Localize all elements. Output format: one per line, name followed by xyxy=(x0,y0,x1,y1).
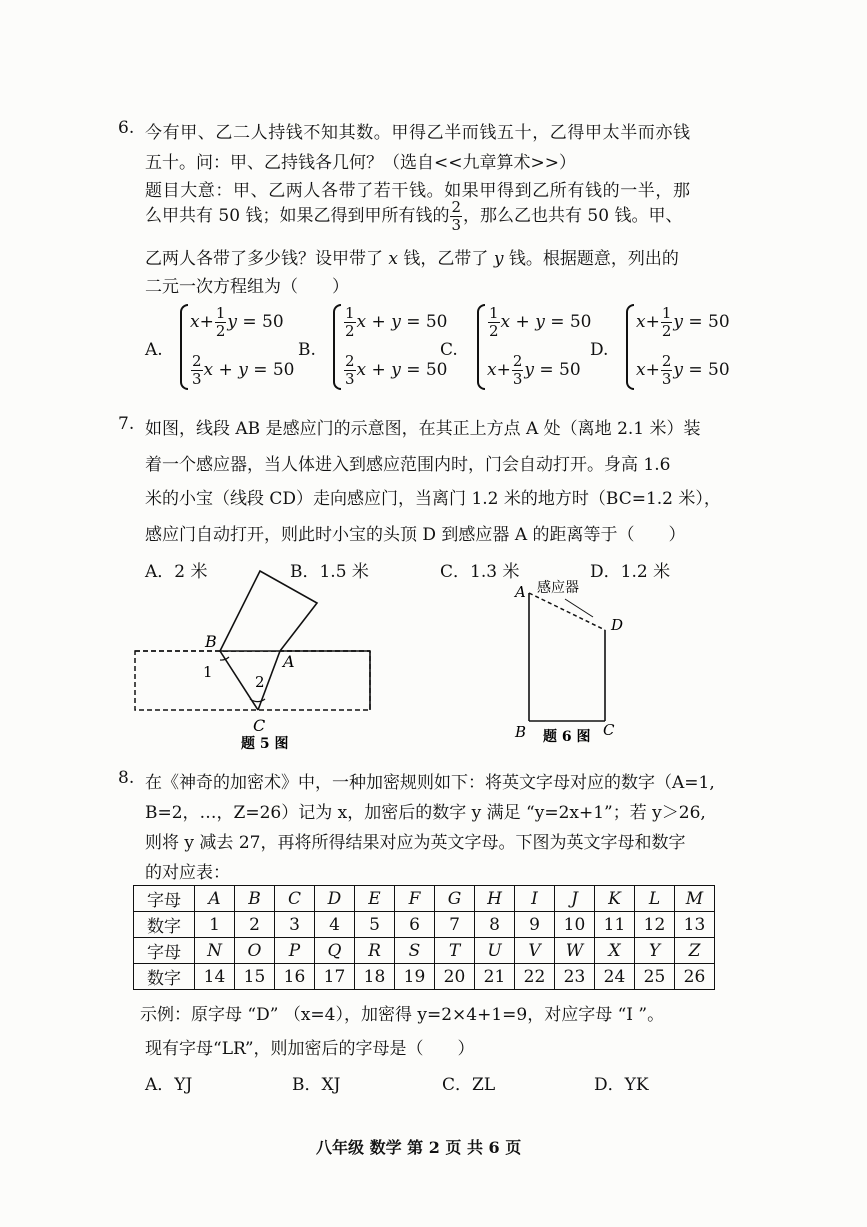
q7-option-b: B．1.5 米 xyxy=(290,562,369,582)
cell: A xyxy=(195,886,235,912)
label-angle-2: 2 xyxy=(255,673,265,691)
cell: E xyxy=(355,886,395,912)
q6-line5-part2: 钱，乙带了 xyxy=(403,249,489,269)
cell: O xyxy=(235,938,275,964)
q6-line4-part1: 么甲共有 50 钱；如果乙得到甲所有钱的 xyxy=(145,206,450,226)
distance-ad xyxy=(529,593,605,630)
q6-option-c-label: C. xyxy=(440,340,458,360)
cell: 12 xyxy=(635,912,675,938)
q7-option-a: A．2 米 xyxy=(145,562,208,582)
label-a: A xyxy=(515,583,526,601)
q6-line3: 题目大意：甲、乙两人各带了若干钱。如果甲得到乙所有钱的一半，那 xyxy=(145,181,691,201)
q8-option-b: B．XJ xyxy=(292,1075,341,1095)
cell: C xyxy=(275,886,315,912)
label-d: D xyxy=(611,616,624,634)
cell: 9 xyxy=(515,912,555,938)
cell: 11 xyxy=(595,912,635,938)
brace xyxy=(333,304,341,390)
figure-5-caption: 题 5 图 xyxy=(241,736,289,752)
cell: 23 xyxy=(555,964,595,990)
q6-line4 xyxy=(145,200,682,233)
q6-line1: 今有甲、乙二人持钱不知其数。甲得乙半而钱五十，乙得甲太半而亦钱 xyxy=(145,123,691,143)
cell: 26 xyxy=(675,964,715,990)
cell: 4 xyxy=(315,912,355,938)
brace xyxy=(626,304,634,390)
q7-line4: 感应门自动打开，则此时小宝的头顶 D 到感应器 A 的距离等于（ ） xyxy=(145,525,686,545)
q8-option-d: D．YK xyxy=(594,1075,649,1095)
cell: N xyxy=(195,938,235,964)
table-row xyxy=(134,886,715,912)
q8-line1: 在《神奇的加密术》中，一种加密规则如下：将英文字母对应的数字（A=1, xyxy=(145,773,715,793)
q8-line2: B=2，…，Z=26）记为 x，加密后的数字 y 满足 “y=2x+1”；若 y＞26, xyxy=(145,803,706,823)
header-number: 数字 xyxy=(134,964,195,990)
label-c: C xyxy=(253,716,266,735)
cell: 14 xyxy=(195,964,235,990)
cell: D xyxy=(315,886,355,912)
q6-option-b-label: B. xyxy=(298,340,316,360)
sensor-label: 感应器 xyxy=(537,580,579,596)
q8-line4: 的对应表： xyxy=(145,863,230,883)
cell: 13 xyxy=(675,912,715,938)
sensor-pointer xyxy=(565,599,593,617)
frac-num: 2 xyxy=(451,198,461,216)
cell: 15 xyxy=(235,964,275,990)
cell: S xyxy=(395,938,435,964)
page-footer: 八年级 数学 第 2 页 共 6 页 xyxy=(316,1138,522,1157)
cell: U xyxy=(475,938,515,964)
q7-number: 7. xyxy=(118,414,135,434)
q7-option-c: C．1.3 米 xyxy=(440,562,520,582)
cell: 19 xyxy=(395,964,435,990)
q6-line5-part1: 乙两人各带了多少钱？设甲带了 xyxy=(145,249,383,269)
letter-number-table xyxy=(133,885,715,990)
cell: 22 xyxy=(515,964,555,990)
table-row xyxy=(134,938,715,964)
label-angle-1: 1 xyxy=(203,663,213,681)
cell: J xyxy=(555,886,595,912)
brace xyxy=(180,304,188,390)
cell: P xyxy=(275,938,315,964)
cell: K xyxy=(595,886,635,912)
frac-den: 3 xyxy=(451,216,461,234)
label-b: B xyxy=(515,723,527,741)
label-a: A xyxy=(283,652,295,671)
cell: 17 xyxy=(315,964,355,990)
cell: G xyxy=(435,886,475,912)
q7-line3: 米的小宝（线段 CD）走向感应门，当离门 1.2 米的地方时（BC=1.2 米）， xyxy=(145,489,721,509)
cell: 7 xyxy=(435,912,475,938)
cell: B xyxy=(235,886,275,912)
q7-option-d: D．1.2 米 xyxy=(590,562,671,582)
cell: 21 xyxy=(475,964,515,990)
cell: 3 xyxy=(275,912,315,938)
cell: L xyxy=(635,886,675,912)
cell: F xyxy=(395,886,435,912)
cell: V xyxy=(515,938,555,964)
q6-option-a-label: A. xyxy=(145,340,163,360)
q6-line4-part2: ，那么乙也共有 50 钱。甲、 xyxy=(463,206,683,226)
cell: Q xyxy=(315,938,355,964)
cell: R xyxy=(355,938,395,964)
cell: T xyxy=(435,938,475,964)
header-letter: 字母 xyxy=(134,886,195,912)
q6-line5-part3: 钱。根据题意，列出的 xyxy=(508,249,679,269)
fraction-two-thirds xyxy=(450,200,462,233)
figure-5 xyxy=(125,565,385,755)
cell: 5 xyxy=(355,912,395,938)
q6-number: 6. xyxy=(118,118,135,138)
cell: 18 xyxy=(355,964,395,990)
brace xyxy=(477,304,485,390)
cell: I xyxy=(515,886,555,912)
cell: Y xyxy=(635,938,675,964)
q6-line5 xyxy=(145,244,679,269)
q7-line1: 如图，线段 AB 是感应门的示意图，在其正上方点 A 处（离地 2.1 米）装 xyxy=(145,419,701,439)
var-y: y xyxy=(493,249,504,269)
figure-6 xyxy=(505,575,640,747)
table-row xyxy=(134,912,715,938)
cell: 16 xyxy=(275,964,315,990)
q6-line2: 五十。问：甲、乙持钱各几何？（选自<<九章算术>>） xyxy=(145,153,576,173)
header-letter: 字母 xyxy=(134,938,195,964)
var-x: x xyxy=(388,249,398,269)
figure-6-caption: 题 6 图 xyxy=(543,729,591,745)
q6-line6: 二元一次方程组为（ ） xyxy=(145,277,349,297)
folded-rectangle xyxy=(220,571,317,651)
table-row xyxy=(134,964,715,990)
q7-line2: 着一个感应器，当人体进入到感应范围内时，门会自动打开。身高 1.6 xyxy=(145,455,671,475)
q8-question: 现有字母“LR”，则加密后的字母是（ ） xyxy=(145,1039,475,1059)
label-c: C xyxy=(603,721,615,739)
segment-bc xyxy=(220,651,258,710)
header-number: 数字 xyxy=(134,912,195,938)
cell: Z xyxy=(675,938,715,964)
cell: 10 xyxy=(555,912,595,938)
q8-option-a: A．YJ xyxy=(145,1075,193,1095)
cell: 24 xyxy=(595,964,635,990)
cell: 25 xyxy=(635,964,675,990)
cell: 6 xyxy=(395,912,435,938)
q8-example: 示例：原字母 “D” （x=4），加密得 y=2×4+1=9，对应字母 “I ”。 xyxy=(140,1005,665,1025)
cell: W xyxy=(555,938,595,964)
q8-option-c: C．ZL xyxy=(442,1075,496,1095)
cell: X xyxy=(595,938,635,964)
cell: 2 xyxy=(235,912,275,938)
cell: M xyxy=(675,886,715,912)
cell: 8 xyxy=(475,912,515,938)
cell: 1 xyxy=(195,912,235,938)
q6-option-d-label: D. xyxy=(590,340,609,360)
label-b: B xyxy=(205,632,217,651)
q8-line3: 则将 y 减去 27，再将所得结果对应为英文字母。下图为英文字母和数字 xyxy=(145,833,686,853)
cell: H xyxy=(475,886,515,912)
q8-number: 8. xyxy=(118,768,135,788)
cell: 20 xyxy=(435,964,475,990)
